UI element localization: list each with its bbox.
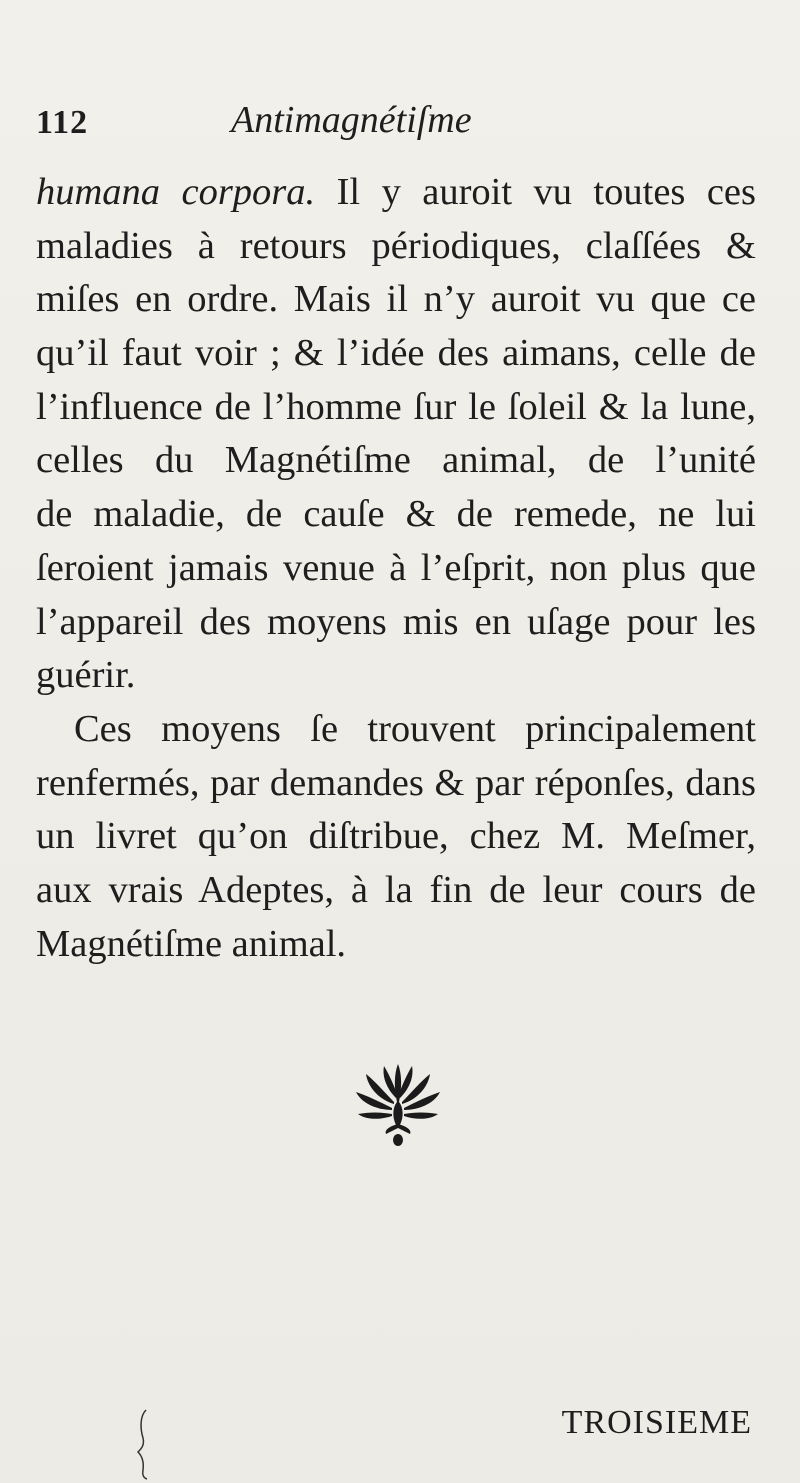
text-line: maladies à retours périodiques, claſſées & — [36, 224, 756, 267]
text-line: qu’il faut voir ; & l’idée des aimans, celle de — [36, 332, 756, 375]
text-line: l’influence de l’homme ſur le ſoleil & la lune, — [36, 385, 756, 428]
text-line: Magnétiſme animal. — [36, 922, 347, 965]
running-title: Antimagnétiſme — [231, 99, 472, 141]
text-line — [36, 166, 756, 220]
text-line: celles du Magnétiſme animal, de l’unité — [36, 439, 756, 482]
text-line-rest: Il y auroit vu toutes ces — [315, 171, 756, 213]
text-line: renfermés, par demandes & par réponſes, dans — [36, 761, 756, 804]
margin-bracket-mark — [136, 1408, 150, 1480]
text-line: guérir. — [36, 654, 136, 697]
page-number: 112 — [36, 104, 89, 141]
paragraph-start-line: Ces moyens ſe trouvent principalement — [74, 707, 756, 750]
text-line: de maladie, de cauſe & de remede, ne lui — [36, 493, 756, 536]
text-line: ſeroient jamais venue à l’eſprit, non plus que — [36, 546, 756, 589]
text-line: aux vrais Adeptes, à la fin de leur cours de — [36, 868, 756, 911]
fleuron-ornament-icon — [352, 1058, 444, 1148]
text-line: un livret qu’on diſtribue, chez M. Meſmer, — [36, 815, 756, 858]
latin-phrase: humana corpora. — [36, 171, 316, 213]
text-line: miſes en ordre. Mais il n’y auroit vu que ce — [36, 278, 756, 321]
page-header — [36, 98, 756, 146]
text-line: l’appareil des moyens mis en uſage pour les — [36, 600, 756, 643]
catchword: TROISIEME — [561, 1404, 752, 1441]
body-text — [36, 166, 756, 971]
